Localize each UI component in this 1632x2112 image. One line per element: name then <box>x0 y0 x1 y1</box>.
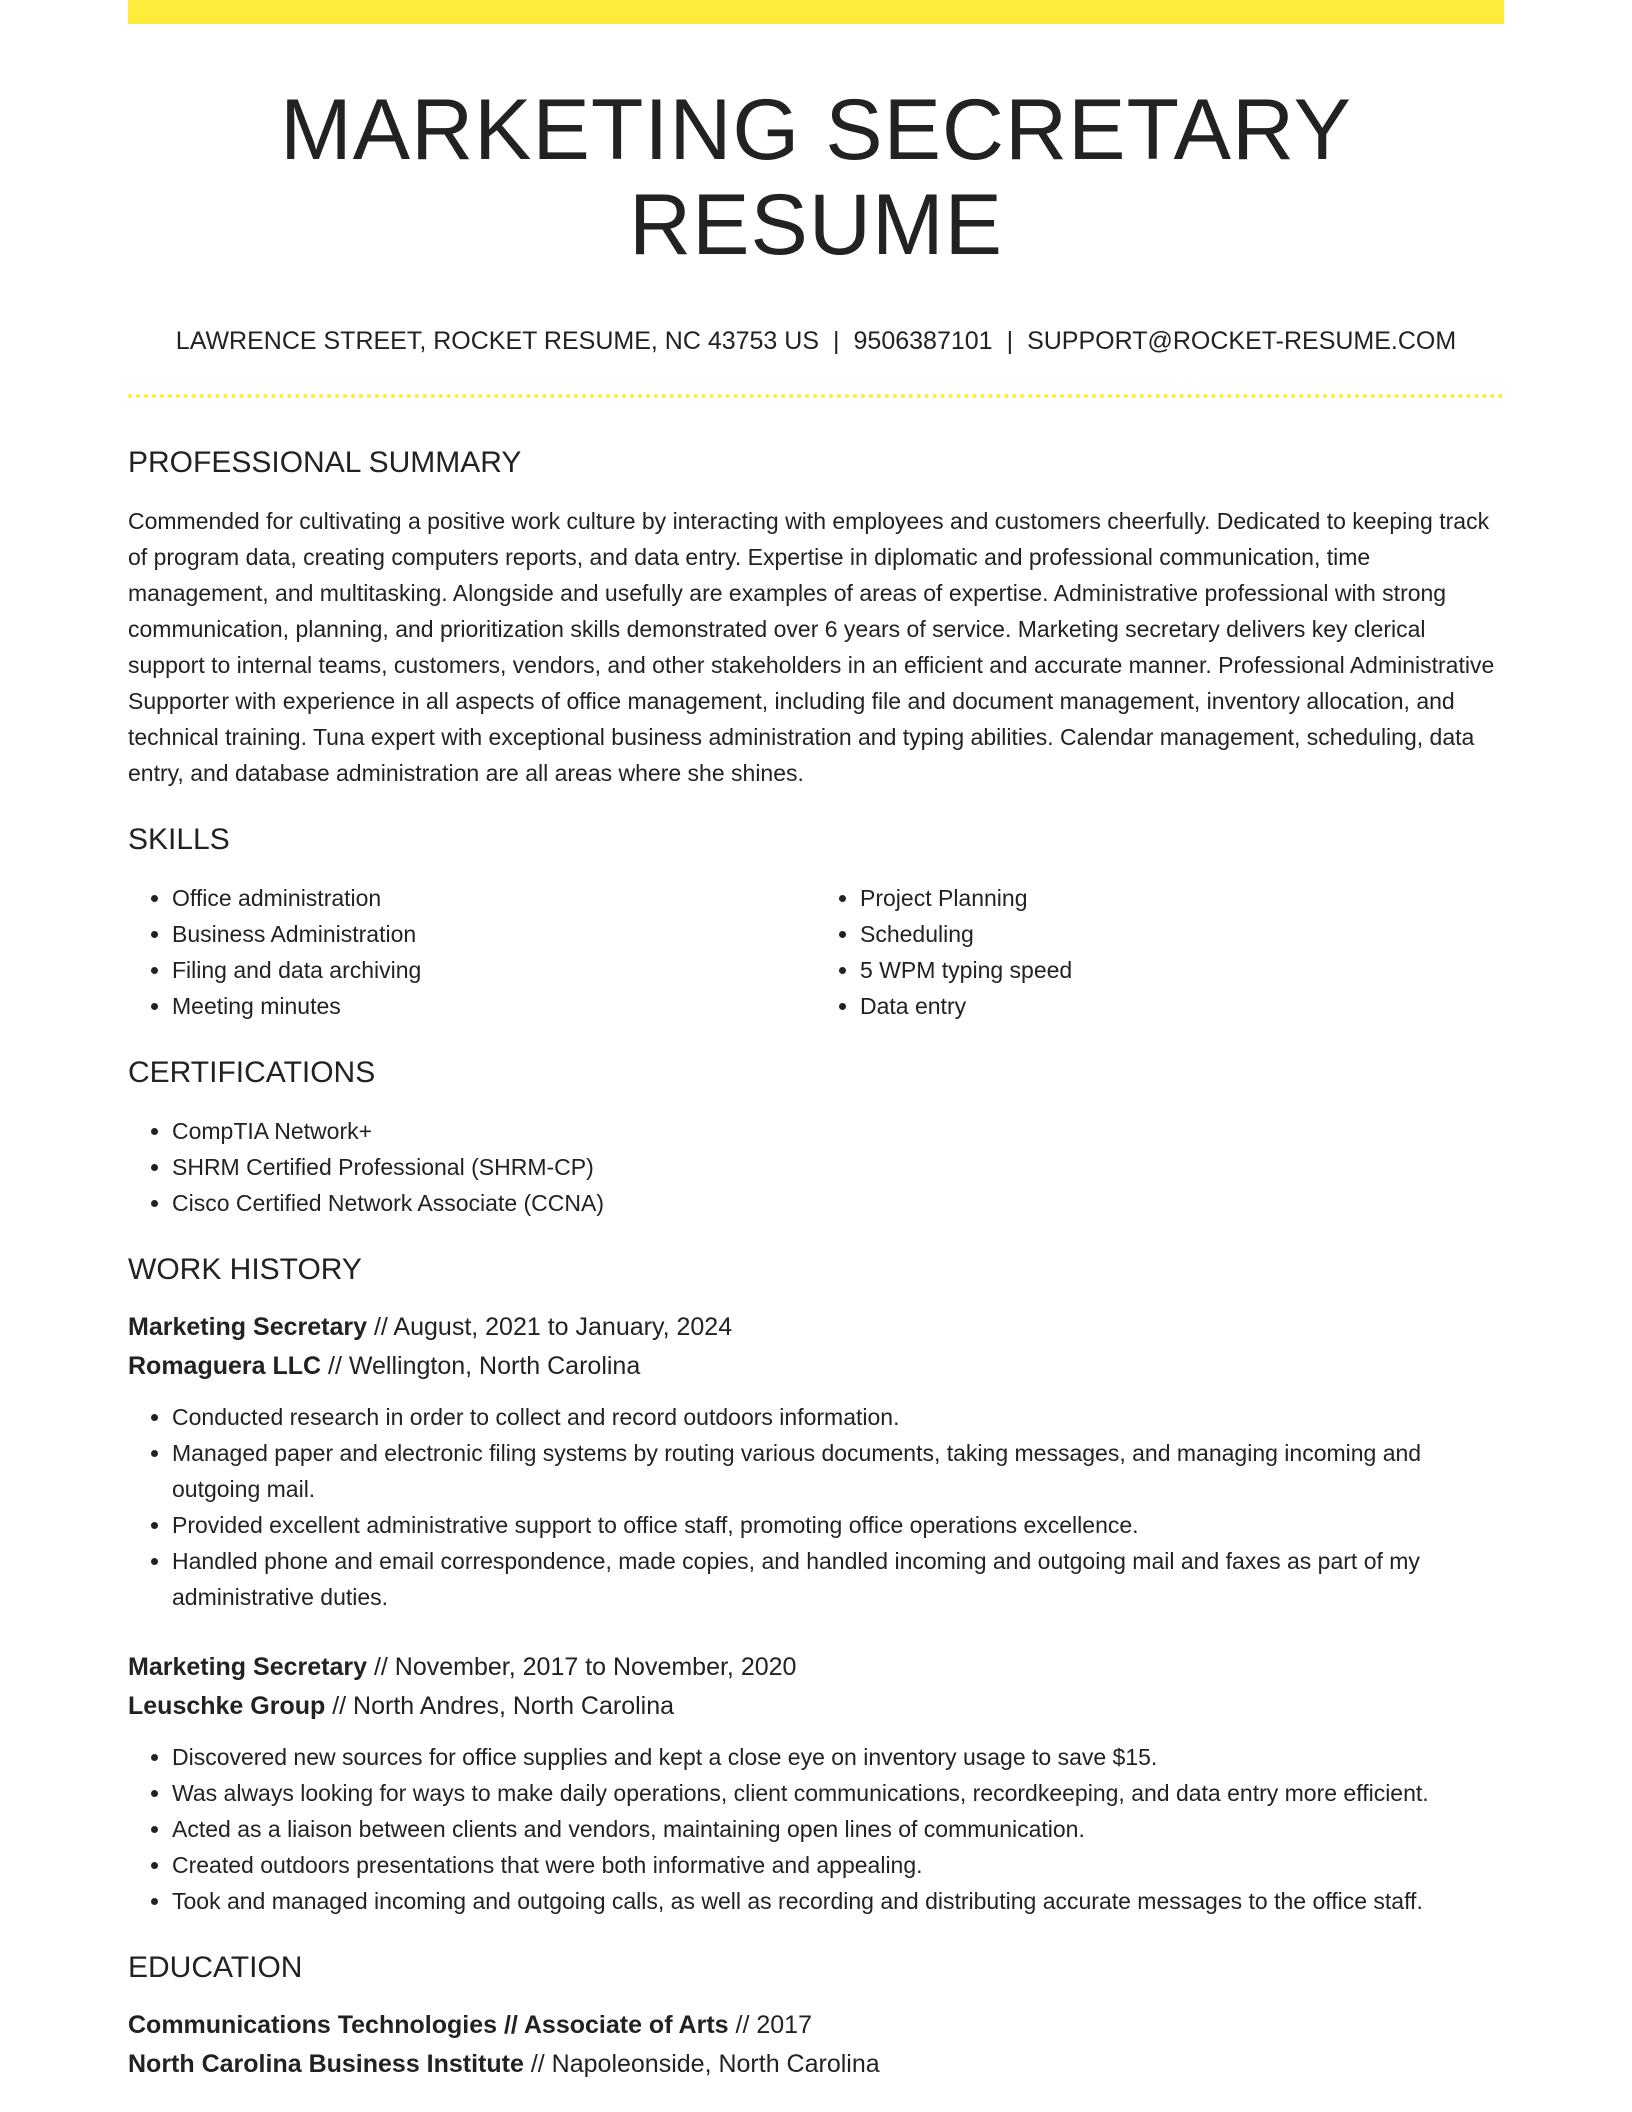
certifications-list <box>128 1113 1504 1221</box>
contact-separator: | <box>1006 327 1014 356</box>
job-company-line <box>128 1687 1504 1726</box>
contact-phone: 9506387101 <box>853 327 993 356</box>
job-location: // Wellington, North Carolina <box>328 1352 641 1381</box>
skills-heading: SKILLS <box>128 823 230 857</box>
job-bullet-list <box>128 1399 1504 1615</box>
job-bullet: • Discovered new sources for office supplies and kept a close eye on inventory usage to save $15. <box>172 1739 1504 1775</box>
job-bullet: • Managed paper and electronic filing systems by routing various documents, taking messages, and managing incoming and outgoing mail. <box>172 1435 1504 1507</box>
certification-item: • SHRM Certified Professional (SHRM-CP) <box>172 1149 1504 1185</box>
job-company: Romaguera LLC <box>128 1352 322 1381</box>
job-title: Marketing Secretary <box>128 1313 368 1342</box>
job-title-line <box>128 1308 1504 1347</box>
skills-left-list <box>128 880 816 1024</box>
job-company-line <box>128 1347 1504 1386</box>
job-bullet: • Handled phone and email correspondence, made copies, and handled incoming and outgoing mail and faxes as part of my administrative duties. <box>172 1543 1504 1615</box>
education-year: // 2017 <box>735 2011 812 2040</box>
education-location: // Napoleonside, North Carolina <box>530 2050 880 2079</box>
skills-right-list <box>816 880 1504 1024</box>
job-location: // North Andres, North Carolina <box>332 1692 675 1721</box>
education-degree-line <box>128 2006 1504 2045</box>
contact-separator: | <box>833 327 840 356</box>
contact-address: LAWRENCE STREET, ROCKET RESUME, NC 43753 US <box>175 327 820 356</box>
work-history-heading: WORK HISTORY <box>128 1253 362 1287</box>
top-accent-bar <box>128 0 1504 24</box>
resume-page <box>128 0 1504 2084</box>
job-title: Marketing Secretary <box>128 1653 368 1682</box>
certifications-heading: CERTIFICATIONS <box>128 1056 376 1090</box>
skill-item: • 5 WPM typing speed <box>860 952 1504 988</box>
education-degree: Communications Technologies // Associate of Arts <box>128 2011 729 2040</box>
job-bullet: • Provided excellent administrative support to office staff, promoting office operations excellence. <box>172 1507 1504 1543</box>
education-school: North Carolina Business Institute <box>128 2050 524 2079</box>
skill-item: • Project Planning <box>860 880 1504 916</box>
job-bullet-list <box>128 1739 1504 1919</box>
skill-item: • Meeting minutes <box>172 988 816 1024</box>
job-company: Leuschke Group <box>128 1692 326 1721</box>
skill-item: • Office administration <box>172 880 816 916</box>
summary-heading: PROFESSIONAL SUMMARY <box>128 446 522 480</box>
job-bullet: • Was always looking for ways to make daily operations, client communications, recordkeeping, and data entry more efficient. <box>172 1775 1504 1811</box>
job-dates: // August, 2021 to January, 2024 <box>373 1313 733 1342</box>
job-bullet: • Acted as a liaison between clients and vendors, maintaining open lines of communication. <box>172 1811 1504 1847</box>
skills-columns <box>128 880 1504 1024</box>
job-bullet: • Conducted research in order to collect and record outdoors information. <box>172 1399 1504 1435</box>
skill-item: • Filing and data archiving <box>172 952 816 988</box>
job-title-line <box>128 1648 1504 1687</box>
resume-title: MARKETING SECRETARY RESUME <box>280 82 1352 273</box>
certification-item: • Cisco Certified Network Associate (CCNA) <box>172 1185 1504 1221</box>
education-heading: EDUCATION <box>128 1951 303 1985</box>
summary-text: Commended for cultivating a positive work culture by interacting with employees and customers cheerfully. Dedicated to keeping track of program data, creating computers reports, and data entry. Expertise in diplomatic and professional communication, time management, and multitasking. Alongside and usefully are examples of areas of expertise. Administrative professional with strong communication, planning, and prioritization skills demonstrated over 6 years of service. Marketing secretary delivers key clerical support to internal teams, customers, vendors, and other stakeholders in an efficient and accurate manner. Professional Administrative Supporter with experience in all aspects of office management, including file and document management, inventory allocation, and technical training. Tuna expert with exceptional business administration and typing abilities. Calendar management, scheduling, data entry, and database administration are all areas where she shines. <box>128 508 1495 787</box>
skill-item: • Data entry <box>860 988 1504 1024</box>
skill-item: • Scheduling <box>860 916 1504 952</box>
contact-line <box>128 326 1504 356</box>
contact-email: SUPPORT@ROCKET-RESUME.COM <box>1027 327 1457 356</box>
job-bullet: • Took and managed incoming and outgoing calls, as well as recording and distributing accurate messages to the office staff. <box>172 1883 1504 1919</box>
skill-item: • Business Administration <box>172 916 816 952</box>
certification-item: • CompTIA Network+ <box>172 1113 1504 1149</box>
job-bullet: • Created outdoors presentations that were both informative and appealing. <box>172 1847 1504 1883</box>
header-divider <box>128 394 1504 398</box>
job-dates: // November, 2017 to November, 2020 <box>373 1653 797 1682</box>
education-school-line <box>128 2045 1504 2084</box>
